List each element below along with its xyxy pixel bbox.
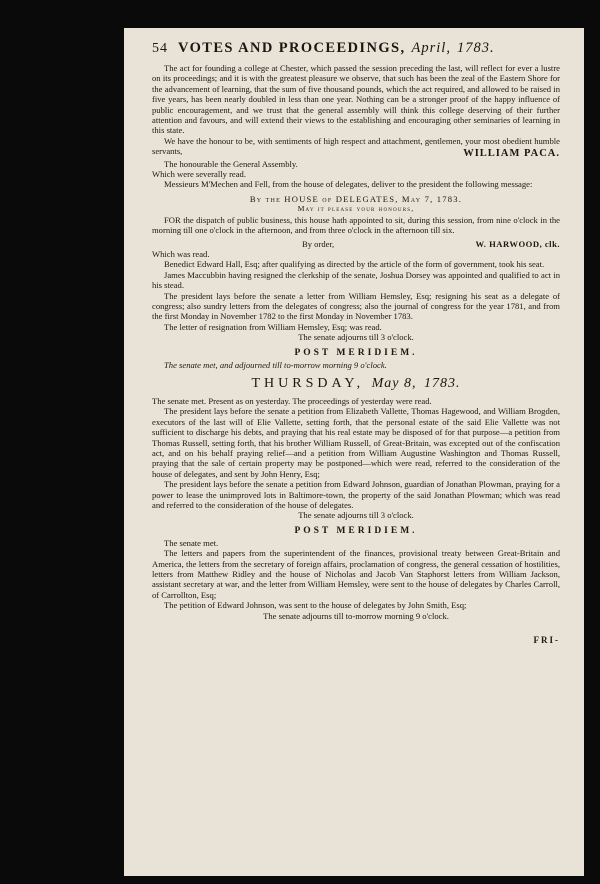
paragraph-petition-johnson: The petition of Edward Johnson, was sent to the house of delegates by John Smith, Esq; (164, 600, 467, 611)
paragraph-message-intro: Messieurs M'Mechen and Fell, from the house of delegates, deliver to the president the following message: (164, 179, 533, 190)
paragraph-present: The senate met. Present as on yesterday. The proceedings of yesterday were read. (152, 395, 432, 406)
post-meridiem-1: POST MERIDIEM. (294, 347, 418, 358)
message-salutation: May it please your honours, (297, 204, 415, 214)
paragraph-college: The act for founding a college at Chester, which passed the session preceding the last, will reflect for ever a lustre on its proceedings; and it is with the greatest pleasure we observe, that such has been the zeal of the Eastern Shore for the advancement of learning, that the sum of five thousand pounds, which the act required, and allowed to be raised in five years, has been nearly doubled in less than one year. Nothing can be a stronger proof of the happy influence of public encouragement, and we trust that the general assembly will think this college deserving of their further attention and favours, and will extend their views to the establishing and encouraging other seminaries of learning in this state. (152, 63, 560, 136)
paragraph-johnson: The president lays before the senate a petition from Edward Johnson, guardian of Jonathan Plowman, praying for a power to lease the unimproved lots in Baltimore-town, the property of the said Jonathan Plowman; which was read and referred to the consideration of the house of delegates. (152, 479, 560, 511)
order-signature (152, 239, 560, 249)
paragraph-hemsley: The president lays before the senate a letter from William Hemsley, Esq; resigning his seat as a delegate of congress; also sundry letters from the delegates of congress; also the journal of congress for the year 1781, and from the first Monday in November 1782 to the first Monday in November 1783. (152, 290, 560, 322)
page-header (152, 40, 560, 57)
running-year: 1783. (456, 40, 495, 56)
paragraph-hall: Benedict Edward Hall, Esq; after qualifying as directed by the article of the form of government, took his seat. (164, 259, 545, 270)
running-title: VOTES AND PROCEEDINGS, (178, 40, 406, 56)
paragraph-dispatch: FOR the dispatch of public business, this house hath appointed to sit, during this session, from nine o'clock in the morning till one o'clock in the afternoon, and from three o'clock in the afternoon till six. (152, 214, 560, 236)
paragraph-vallette: The president lays before the senate a petition from Elizabeth Vallette, Thomas Hagewood, and William Brogden, executors of the last will of Elie Vallette, setting forth, that the personal estate of the said Elie Vallette was not sufficient to discharge his debts, and praying that his real estate may be disposed of for that purpose—a petition from Thomas Russell, setting forth, that his brother William Russell, of Great-Britain, was excepted out of the confiscation act, and on his behalf praying relief—and a petition from William Augustine Washington and Thomas Russell, praying that the sale of certain property may be postponed—which were read, referred to the consideration of the house of delegates, and sent by John Henry, Esq; (152, 406, 560, 479)
paragraph-read: Which were severally read. (152, 169, 247, 180)
adjourn-1: The senate adjourns till 3 o'clock. (298, 332, 414, 343)
day-name: THURSDAY, (251, 375, 365, 391)
message-heading: By the HOUSE of DELEGATES, May 7, 1783. (249, 193, 463, 204)
page-number: 54 (152, 41, 168, 56)
document-page (124, 28, 584, 876)
paragraph-maccubbin: James Maccubbin having resigned the clerkship of the senate, Joshua Dorsey was appointed and qualified to act in his stead. (152, 269, 560, 291)
adjourn-2: The senate adjourns till 3 o'clock. (298, 510, 414, 521)
by-order: By order, (302, 238, 335, 249)
signature-paca (152, 148, 560, 159)
paragraph-senate-met-2: The senate met. (164, 537, 219, 548)
day-year: 1783. (424, 375, 461, 391)
adjourn-3: The senate adjourns till to-morrow morning 9 o'clock. (263, 610, 449, 621)
post-meridiem-2: POST MERIDIEM. (294, 525, 418, 536)
paragraph-closing: We have the honour to be, with sentiments of high respect and attachment, gentlemen, your most obedient humble servants, (152, 135, 560, 157)
paragraph-address: The honourable the General Assembly. (164, 158, 298, 169)
paragraph-senate-met: The senate met, and adjourned till to-morrow morning 9 o'clock. (164, 359, 387, 370)
paragraph-resignation: The letter of resignation from William Hemsley, Esq; was read. (164, 321, 382, 332)
running-month: April, (411, 40, 451, 56)
signature-harwood: W. HARWOOD, clk. (475, 238, 560, 249)
day-date: May 8, (371, 375, 417, 391)
paragraph-which-read: Which was read. (152, 248, 210, 259)
day-heading (152, 376, 560, 392)
catchword: FRI- (533, 635, 560, 646)
signature-text: WILLIAM PACA. (463, 147, 560, 159)
paragraph-letters: The letters and papers from the superintendent of the finances, provisional treaty between Great-Britain and America, the letters from the secretary of foreign affairs, proclamation of congress, the general cessation of hostilities, letters from Matthew Ridley and the house of Nicholas and Jacob Van Staphorst letters from William Jackson, assistant secretary at war, and the letter from William Hemsley, were sent to the house of delegates by Charles Carroll, of Carrollton, Esq; (152, 548, 560, 600)
